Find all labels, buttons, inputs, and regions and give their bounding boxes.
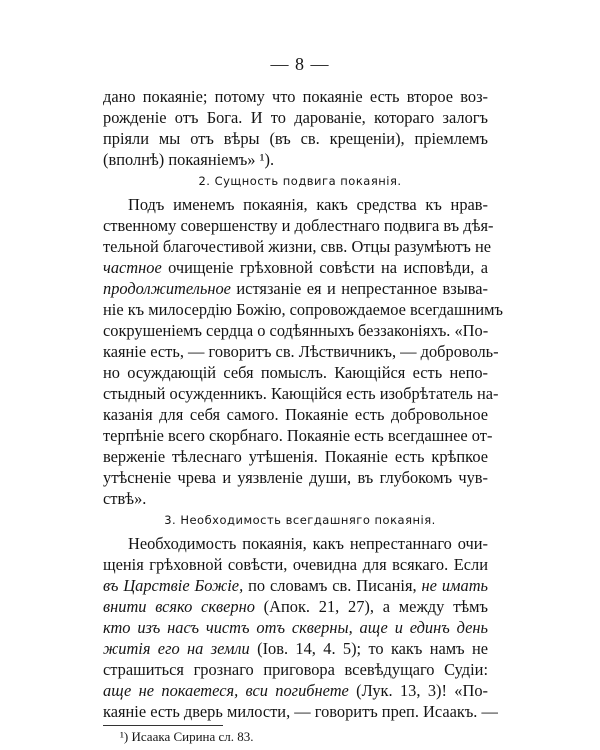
text-line: Необходимость покаянія, какъ непрестаннаго очи-: [128, 534, 488, 553]
text-span: истязаніе ея и непрестанное взыва-: [230, 279, 488, 298]
text-line: ственному совершенству и доблестнаго подвига въ дѣя-: [103, 216, 494, 235]
text-line: [103, 638, 488, 659]
text-line: рожденіе отъ Бога. И то дарованіе, котораго залогъ: [103, 108, 488, 127]
section-heading: 3. Необходимость всегдашняго покаянія.: [164, 513, 436, 527]
text-line: [103, 257, 488, 278]
text-line: [103, 278, 488, 299]
footnote: ¹) Исаака Сирина сл. 83.: [120, 729, 254, 744]
text-line: верженіе тѣлеснаго утѣшенія. Покаяніе есть крѣпкое: [103, 447, 488, 466]
text-line: щенія грѣховной совѣсти, очевидна для всякаго. Если: [103, 555, 488, 574]
page-number: — 8 —: [270, 54, 330, 74]
text-line: сокрушеніемъ сердца о содѣянныхъ беззаконіяхъ. «По-: [103, 321, 489, 340]
italic-text: въ Царствіе Божіе,: [103, 576, 244, 595]
text-span: (Лук. 13, 3)! «По-: [348, 681, 488, 700]
text-line: стыдный осужденникъ. Кающійся есть изобрѣтатель на-: [103, 384, 499, 403]
text-line: ніе къ милосердію Божію, сопровождаемое всегдашнимъ: [103, 300, 503, 319]
italic-text: аще не покаетеся, вси погибнете: [103, 681, 349, 700]
text-span: очищеніе грѣховной совѣсти на исповѣди, а: [161, 258, 488, 277]
italic-text: частное: [103, 258, 162, 277]
text-line: но осуждающій себя помыслъ. Кающійся есть непо-: [103, 363, 488, 382]
text-line: пріяли мы отъ вѣры (въ св. крещеніи), пріемлемъ: [103, 129, 488, 148]
text-span: по словамъ св. Писанія,: [243, 576, 422, 595]
text-line: (вполнѣ) покаяніемъ» ¹).: [103, 150, 275, 169]
italic-text: продолжительное: [103, 279, 231, 298]
text-line: казанія для себя самого. Покаяніе есть добровольное: [103, 405, 488, 424]
text-line: тельной благочестивой жизни, свв. Отцы разумѣютъ не: [103, 237, 492, 256]
text-line: [103, 596, 488, 617]
text-span: (Апок. 21, 27), а между тѣмъ: [254, 597, 488, 616]
italic-text: кто изъ насъ чистъ отъ скверны, аще и единъ день: [103, 618, 488, 637]
text-line: дано покаяніе; потому что покаяніе есть второе воз-: [103, 87, 488, 106]
text-line: страшиться грознаго приговора всевѣдущаго Судіи:: [103, 660, 488, 679]
text-line: каяніе есть, — говоритъ св. Лѣствичникъ, — доброволь-: [103, 342, 499, 361]
section-heading: 2. Сущность подвига покаянія.: [198, 174, 402, 188]
text-line: ствѣ».: [103, 489, 147, 508]
text-line: утѣсненіе чрева и уязвленіе души, въ глубокомъ чув-: [103, 468, 488, 487]
text-line: терпѣніе всего скорбнаго. Покаяніе есть всегдашнее от-: [103, 426, 493, 445]
italic-text: житія его на земли: [103, 639, 250, 658]
italic-text: не имать: [421, 576, 488, 595]
text-span: (Іов. 14, 4. 5); то какъ намъ не: [249, 639, 489, 658]
text-line: [103, 617, 488, 638]
italic-text: внити всяко скверно: [103, 597, 255, 616]
text-line: [103, 680, 488, 701]
text-line: каяніе есть дверь милости, — говоритъ преп. Исаакъ. —: [103, 702, 498, 721]
text-line: [103, 575, 488, 596]
text-line: Подъ именемъ покаянія, какъ средства къ нрав-: [128, 195, 488, 214]
footnote-rule: [103, 725, 223, 726]
